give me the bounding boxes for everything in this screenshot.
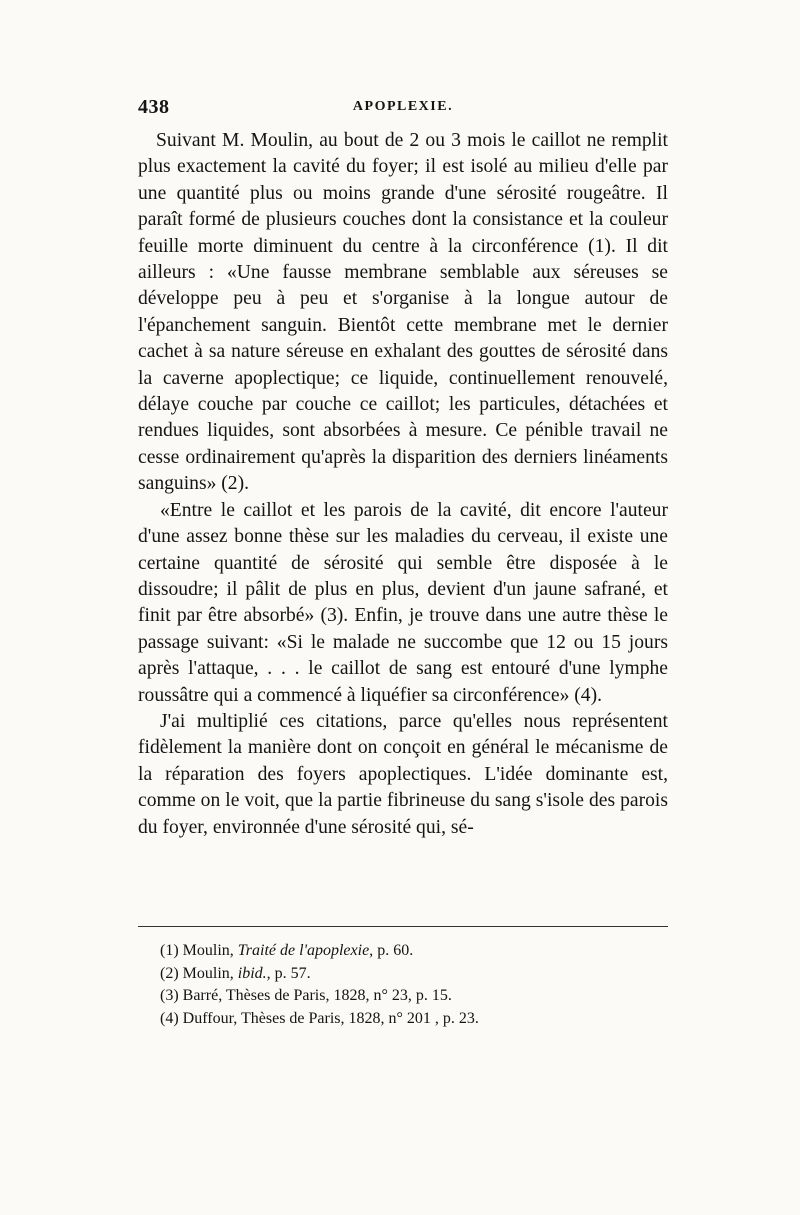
footnote-rest: p. 60. — [377, 942, 414, 959]
paragraph: «Entre le caillot et les parois de la cavité, dit encore l'auteur d'une assez bonne thèse sur les maladies du cerveau, il existe une certaine quantité de sérosité qui semble être disposée à le dissoudre; il pâlit de plus en plus, devient d'un jaune safrané, et finit par être absorbé» (3). Enfin, je trouve dans une autre thèse le passage suivant: «Si le malade ne succombe que 12 ou 15 jours après l'attaque, . . . le caillot de sang est entouré d'une lymphe roussâtre qui a commencé à liquéfier sa circonférence» (4). — [138, 499, 668, 706]
footnote — [160, 1008, 640, 1031]
footnote — [160, 985, 640, 1008]
paragraph: Suivant M. Moulin, au bout de 2 ou 3 mois le caillot ne remplit plus exactement la cavité du foyer; il est isolé au milieu d'elle par une quantité plus ou moins grande d'une sérosité rougeâtre. Il paraît formé de plusieurs couches dont la consistance et la couleur feuille morte diminuent du centre à la circonférence (1). Il dit ailleurs : «Une fausse membrane semblable aux séreuses se développe peu à peu et s'organise à la longue autour de l'épanchement sanguin. Bientôt cette membrane met le dernier cachet à sa nature séreuse en exhalant des gouttes de sérosité dans la caverne apoplectique; ce liquide, continuellement renouvelé, délaye couche par couche ce caillot; les particules, détachées et rendues liquides, sont absorbées à mesure. Ce pénible travail ne cesse ordinairement qu'après la disparition des derniers linéaments sanguins» (2). — [138, 130, 668, 495]
footnote-mark: (3) — [160, 987, 179, 1004]
footnote-title: Traité de l'apoplexie, — [237, 942, 374, 959]
page-number: 438 — [138, 96, 170, 118]
footnote-rest: p. 57. — [274, 964, 311, 982]
footnote — [160, 940, 640, 963]
footnote-rest: Thèses de Paris, 1828, n° 23, p. 15. — [225, 987, 452, 1004]
page-header — [138, 96, 668, 122]
footnote-rule — [138, 926, 668, 927]
paragraph: J'ai multiplié ces citations, parce qu'elles nous représentent fidèlement la manière dont on conçoit en général le mécanisme de la réparation des foyers apoplectiques. L'idée dominante est, comme on le voit, que la partie fibrineuse du sang s'isole des parois du foyer, environnée d'une sérosité qui, sé- — [138, 710, 668, 838]
footnotes — [160, 940, 640, 1030]
footnote-mark: (2) — [160, 964, 179, 982]
footnote — [160, 963, 640, 986]
body-text — [138, 128, 668, 841]
running-title: APOPLEXIE. — [352, 99, 454, 114]
footnote-author: Moulin, — [182, 964, 234, 982]
footnote-author: Duffour, — [182, 1009, 238, 1027]
footnote-title: ibid., — [237, 964, 271, 982]
footnote-mark: (1) — [160, 942, 179, 959]
footnote-mark: (4) — [160, 1009, 179, 1027]
footnote-author: Barré, — [182, 987, 223, 1004]
footnote-author: Moulin, — [182, 942, 234, 959]
footnote-rest: Thèses de Paris, 1828, n° 201 , p. 23. — [240, 1009, 479, 1027]
